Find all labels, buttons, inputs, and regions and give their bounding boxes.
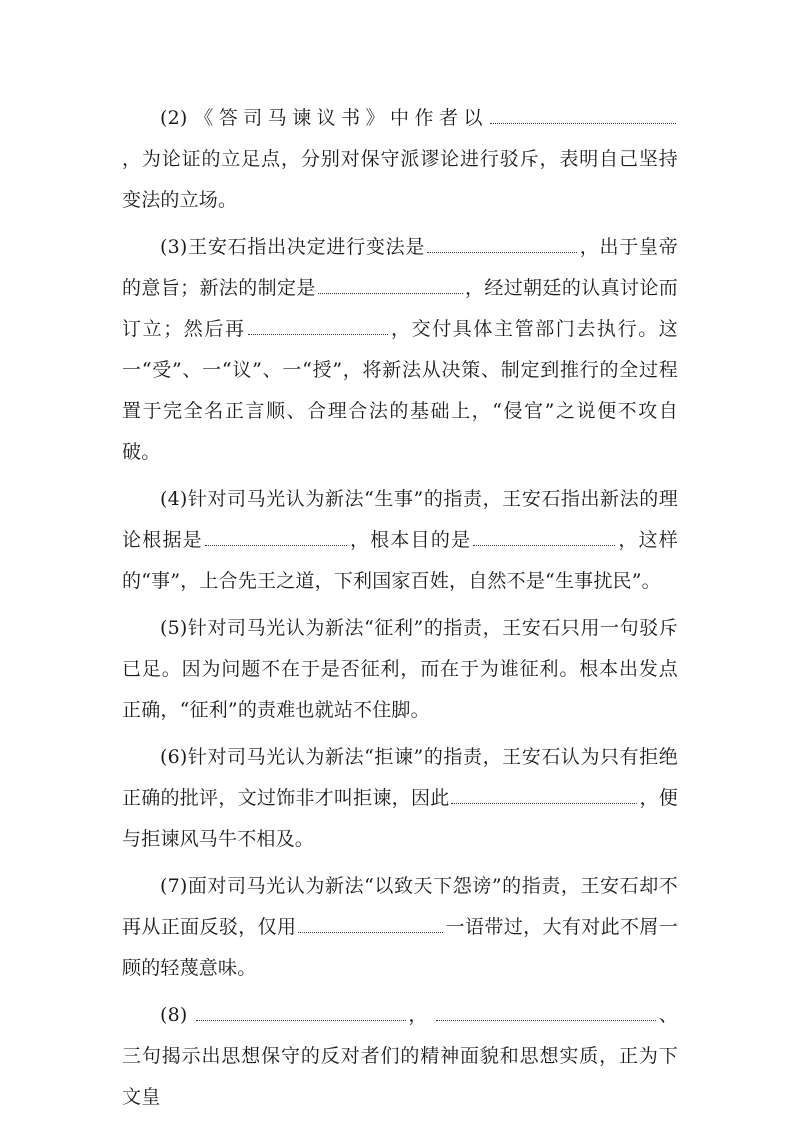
paragraph-7-number: (7): [160, 875, 188, 897]
answer-blank-2-1[interactable]: [490, 103, 676, 124]
paragraph-4-text-c: ，这样的“事”，上合先王之道，下利国家百姓，自然不是“生事扰民”。: [122, 529, 678, 592]
paragraph-5: [122, 608, 678, 731]
paragraph-3-number: (3): [160, 236, 188, 258]
answer-blank-4-1[interactable]: [205, 525, 347, 546]
answer-blank-3-2[interactable]: [318, 273, 463, 294]
answer-blank-6-1[interactable]: [451, 783, 637, 804]
answer-blank-8-2[interactable]: [436, 1000, 656, 1021]
paragraph-2-text-a: 《答司马谏议书》中作者以: [194, 107, 488, 129]
paragraph-3-text-b: ，出于皇帝的意旨；新法的制定是: [122, 236, 678, 299]
paragraph-6-number: (6): [160, 746, 188, 768]
paragraph-4: [122, 479, 678, 602]
paragraph-8: [122, 995, 678, 1118]
paragraph-4-text-b: ，根本目的是: [348, 529, 472, 551]
paragraph-8-number: (8): [160, 1004, 188, 1026]
paragraph-6-text-a: 针对司马光认为新法“拒谏”的指责，王安石认为只有拒绝正确的批评，文过饰非才叫拒谏，因此: [122, 746, 678, 809]
paragraph-5-text-a: 针对司马光认为新法“征利”的指责，王安石只用一句驳斥已足。因为问题不在于是否征利，而在于为谁征利。根本出发点正确，“征利”的责难也就站不住脚。: [122, 617, 678, 721]
answer-blank-3-1[interactable]: [427, 232, 577, 253]
answer-blank-3-3[interactable]: [248, 314, 388, 335]
paragraph-4-number: (4): [160, 488, 188, 510]
paragraph-8-text-b: 、三句揭示出思想保守的反对者们的精神面貌和思想实质，正为下文皇: [122, 1004, 679, 1108]
paragraph-3-text-d: ，交付具体主管部门去执行。这一“受”、一“议”、一“授”，将新法从决策、制定到推行的全过程置于完全名正言顺、合理合法的基础上，“侵官”之说便不攻自破。: [122, 318, 678, 463]
paragraph-3-text-a: 王安石指出决定进行变法是: [187, 236, 426, 258]
answer-blank-4-2[interactable]: [473, 525, 615, 546]
paragraph-2: [122, 98, 678, 221]
paragraph-3: [122, 227, 678, 473]
answer-blank-8-1[interactable]: [196, 1000, 406, 1021]
paragraph-5-number: (5): [160, 617, 188, 639]
paragraph-6: [122, 737, 678, 860]
answer-blank-7-1[interactable]: [298, 912, 443, 933]
paragraph-2-text-b: ，: [122, 148, 142, 170]
paragraph-2-number: (2): [160, 107, 188, 129]
paragraph-7: [122, 866, 678, 989]
paragraph-7-text-b: 一语带过，大有对此不屑一顾的轻蔑意味。: [122, 916, 678, 979]
paragraph-6-text-b: ，便与拒谏风马牛不相及。: [122, 787, 678, 850]
document-page: [122, 98, 678, 1124]
paragraph-3-text-c: ，经过朝廷的认真讨论而订立；然后再: [122, 277, 678, 340]
paragraph-4-text-a: 针对司马光认为新法“生事”的指责，王安石指出新法的理论根据是: [122, 488, 678, 551]
paragraph-8-text-a: ，: [408, 1004, 428, 1026]
paragraph-7-text-a: 面对司马光认为新法“以致天下怨谤”的指责，王安石却不再从正面反驳，仅用: [122, 875, 678, 938]
paragraph-2-text-c: 为论证的立足点，分别对保守派谬论进行驳斥，表明自己坚持变法的立场。: [122, 148, 679, 211]
